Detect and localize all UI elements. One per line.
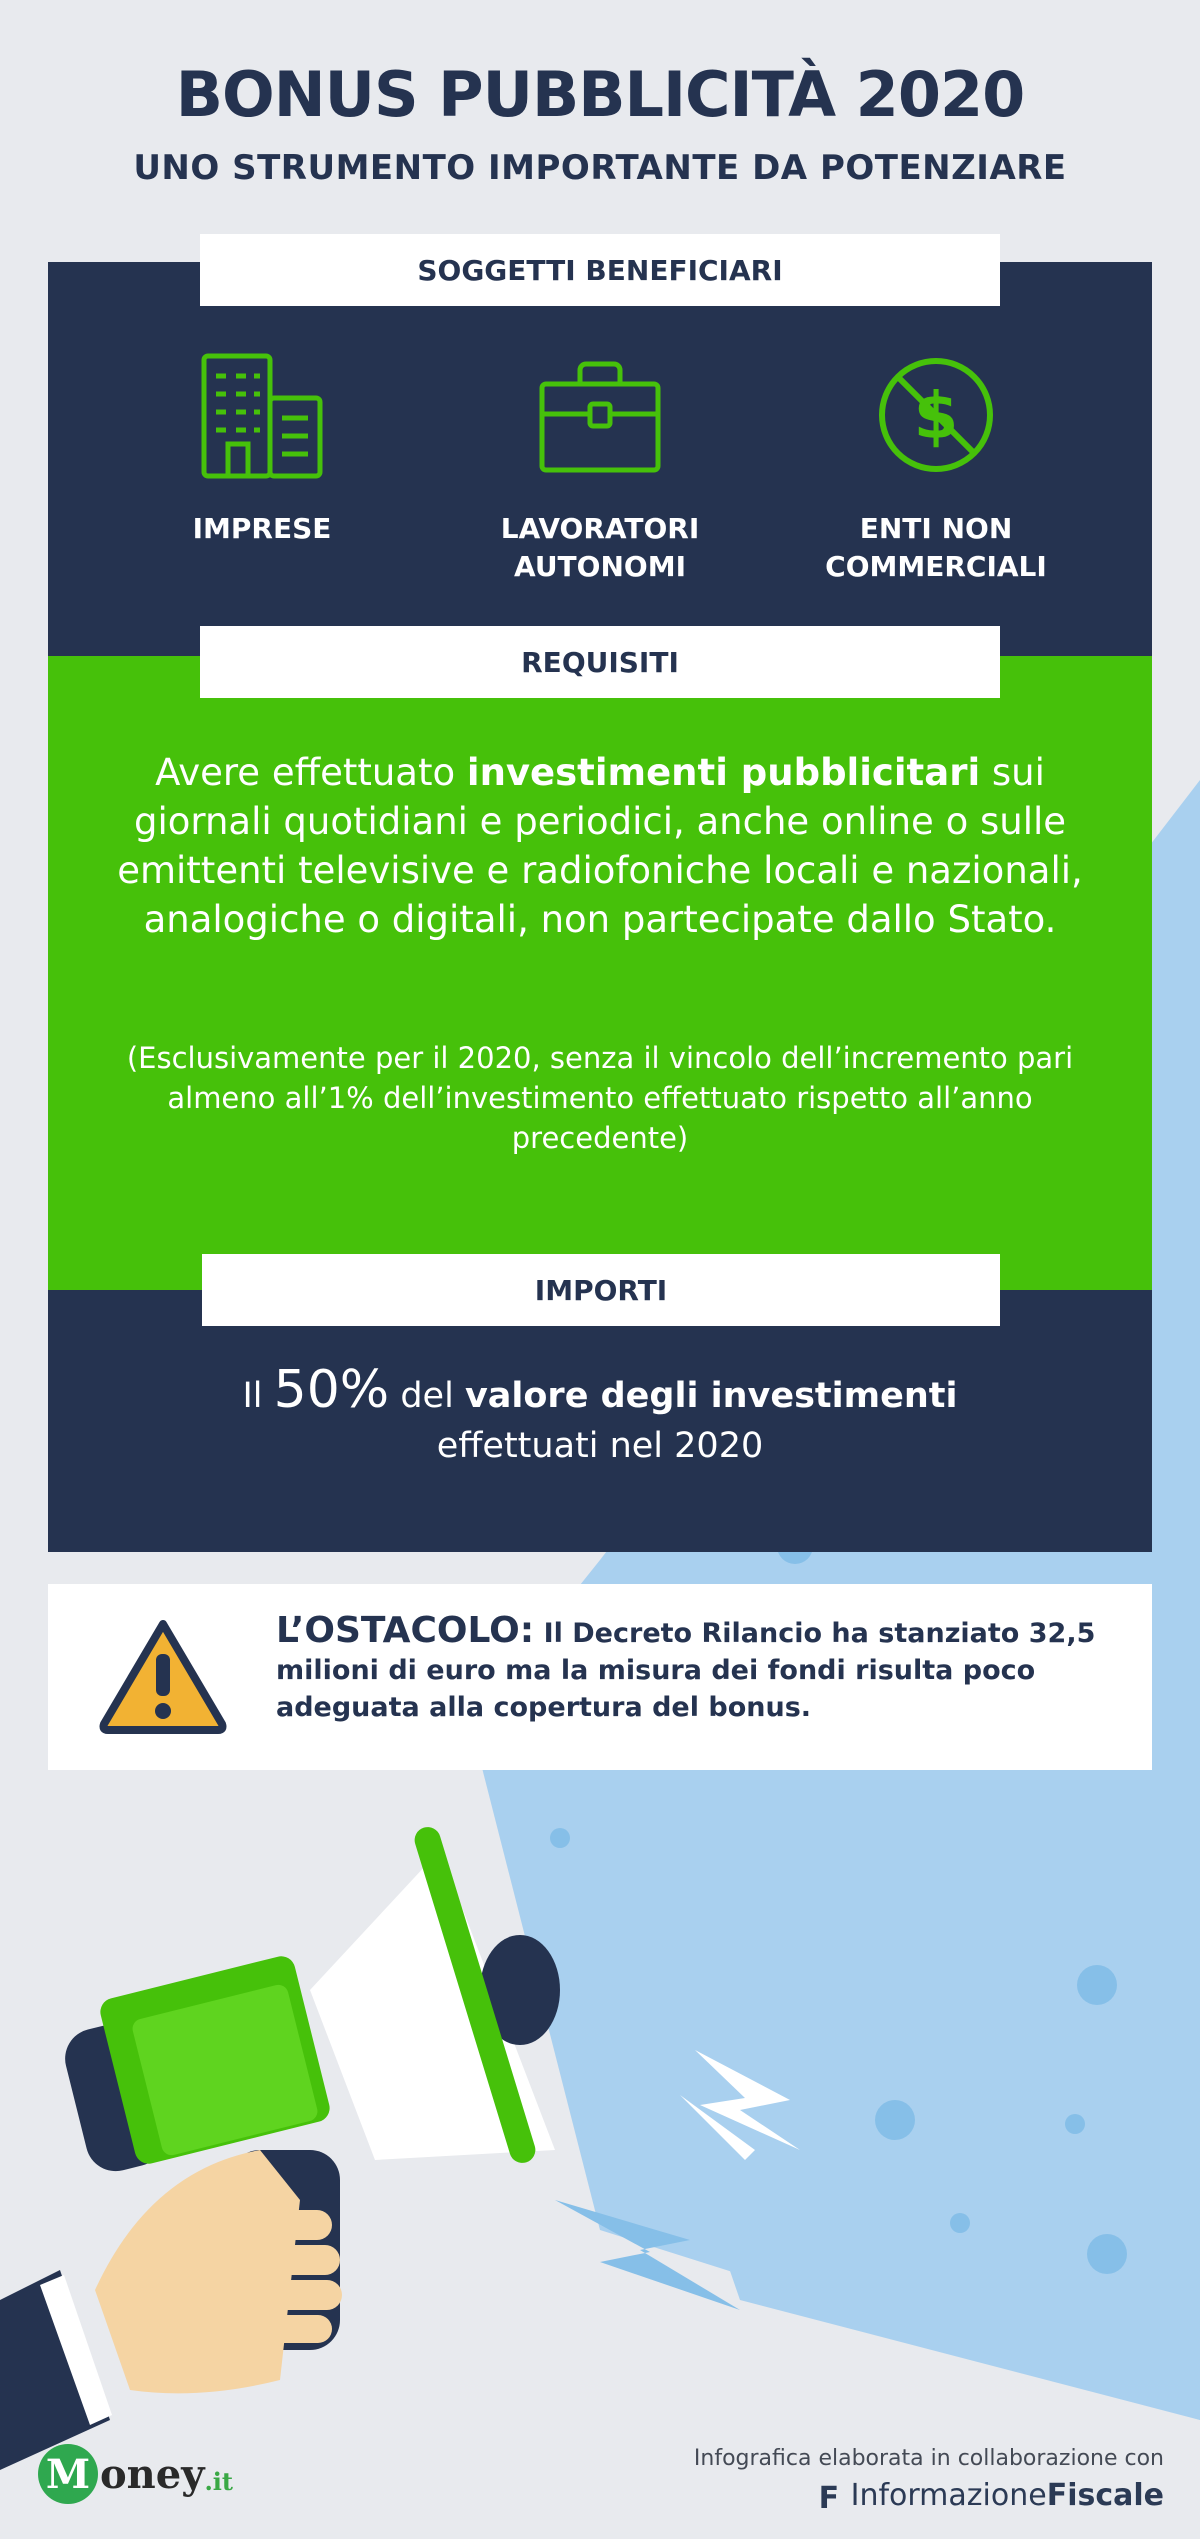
obstacle-box [48,1584,1152,1770]
blue-dot [1077,1965,1117,2005]
blue-dot [875,2100,915,2140]
warning-icon [98,1616,228,1736]
collaboration-note: Infografica elaborata in collaborazione con [693,2446,1164,2471]
briefcase-icon [530,350,670,480]
buildings-icon [192,350,332,480]
page-title: BONUS PUBBLICITÀ 2020 [175,58,1025,131]
blue-dot [950,2213,970,2233]
obstacle-text: L’OSTACOLO: Il Decreto Rilancio ha stanziato 32,5 milioni di euro ma la misura dei fondi risulta poco adeguata alla copertura del bonus. [276,1610,1096,1723]
requisiti-text: Avere effettuato investimenti pubblicitari sui giornali quotidiani e periodici, anche online o sulle emittenti televisive e radiofoniche locali e nazionali, analogiche o digitali, non partecipate dallo Stato. [117,751,1083,941]
no-dollar-icon [866,350,1006,480]
money-logo-mark: M [38,2444,98,2504]
beneficiari-tag: SOGGETTI BENEFICIARI [200,234,1000,306]
beneficiary-enti [766,350,1106,586]
obstacle-heading: L’OSTACOLO: [276,1610,535,1651]
blue-dot [550,1828,570,1848]
informazionefiscale-logo[interactable]: F Informazione Fiscale [818,2478,1164,2516]
percent-value: 50% [273,1360,390,1420]
beneficiary-label: LAVORATORI AUTONOMI [500,512,700,583]
beneficiary-imprese [92,350,432,548]
beneficiary-lavoratori [430,350,770,586]
importi-tag: IMPORTI [202,1254,1000,1326]
money-logo[interactable]: M oney .it [38,2444,233,2504]
beneficiary-label: IMPRESE [192,512,332,545]
requisiti-note: (Esclusivamente per il 2020, senza il vincolo dell’incremento pari almeno all’1% dell’investimento effettuato rispetto all’anno precedente) [126,1041,1074,1155]
importi-text: Il 50% del valore degli investimenti effettuati nel 2020 [242,1360,958,1466]
blue-dot [1065,2114,1085,2134]
beneficiary-label: ENTI NON COMMERCIALI [825,512,1047,583]
page-subtitle: UNO STRUMENTO IMPORTANTE DA POTENZIARE [133,148,1067,188]
svg-text:$: $ [913,380,959,454]
partner-logo-mark: F [818,2480,840,2516]
requisiti-tag: REQUISITI [200,626,1000,698]
blue-dot [1087,2234,1127,2274]
megaphone-illustration [0,1824,560,2470]
